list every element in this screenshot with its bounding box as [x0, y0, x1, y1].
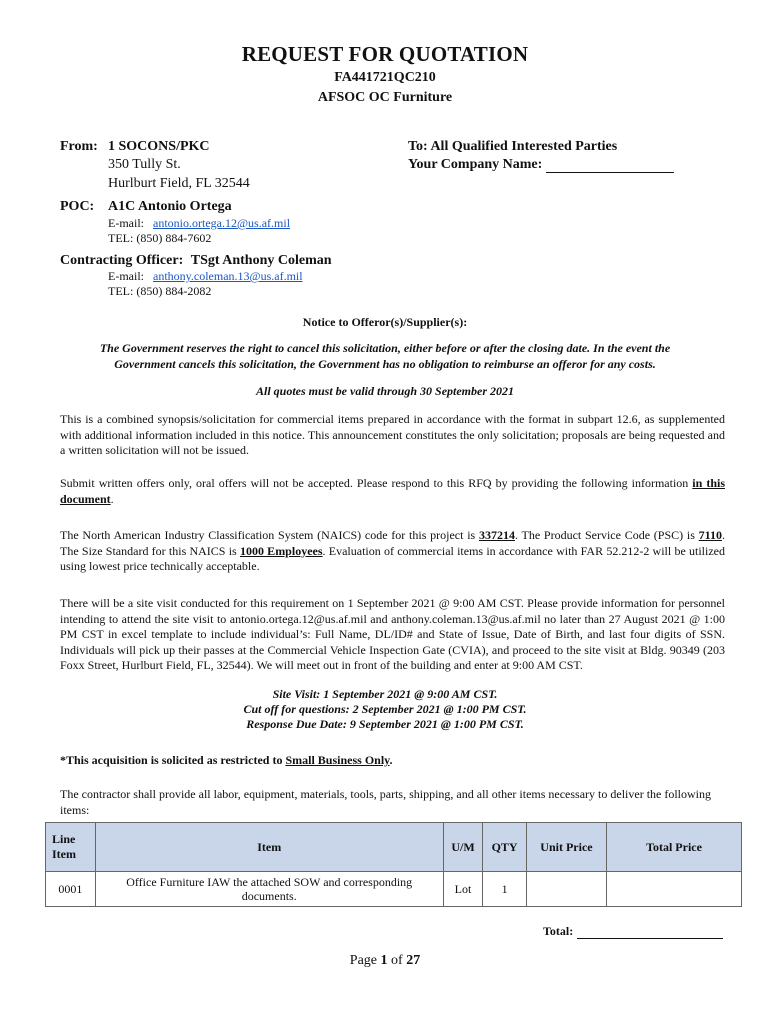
- cell-item: Office Furniture IAW the attached SOW and corresponding documents.: [95, 872, 443, 907]
- poc-label: POC:: [60, 199, 95, 214]
- naics-code: 337214: [478, 528, 515, 542]
- naics-text-d: . Evaluation of commercial items in accordance with FAR 52.212-2 will be utilized using lowest price technically acceptable.: [60, 543, 726, 573]
- co-email-link[interactable]: anthony.coleman.13@us.af.mil: [153, 269, 303, 283]
- from-city: Hurlburt Field, FL 32544: [108, 176, 250, 191]
- col-qty: QTY: [483, 823, 527, 872]
- submit-paragraph: [60, 476, 725, 507]
- items-table: [45, 822, 742, 907]
- restriction-end: .: [389, 753, 393, 767]
- quote-validity: All quotes must be valid through 30 September 2021: [255, 384, 515, 398]
- cell-um: Lot: [443, 872, 483, 907]
- page-footer: [0, 953, 770, 969]
- cell-qty: 1: [483, 872, 527, 907]
- cell-total-price[interactable]: [607, 872, 742, 907]
- site-visit-date: Site Visit: 1 September 2021 @ 9:00 AM CST.: [272, 687, 498, 701]
- total-label: Total:: [543, 924, 574, 938]
- poc-email-link[interactable]: antonio.ortega.12@us.af.mil: [153, 216, 291, 230]
- psc-code: 7110: [698, 528, 722, 542]
- submit-end: .: [110, 491, 114, 506]
- co-email-label: E-mail:: [108, 269, 144, 283]
- contractor-paragraph: The contractor shall provide all labor, equipment, materials, tools, parts, shipping, and all other items necessary to deliver the following items:: [60, 787, 712, 817]
- response-due-date: Response Due Date: 9 September 2021 @ 1:00 PM CST.: [246, 717, 524, 731]
- col-total-price: Total Price: [607, 823, 742, 872]
- col-um: U/M: [443, 823, 483, 872]
- cutoff-date: Cut off for questions: 2 September 2021 @ 1:00 PM CST.: [243, 702, 527, 716]
- co-name: TSgt Anthony Coleman: [190, 253, 332, 268]
- rfq-subject: AFSOC OC Furniture: [317, 90, 453, 105]
- naics-paragraph: [60, 528, 725, 575]
- from-label: From:: [60, 139, 98, 154]
- total-blank[interactable]: [577, 926, 723, 939]
- small-business-only: Small Business Only: [285, 753, 390, 767]
- co-tel: TEL: (850) 884-2082: [108, 284, 212, 298]
- rfq-number: FA441721QC210: [334, 70, 436, 85]
- submit-text: Submit written offers only, oral offers will not be accepted. Please respond to this RFQ by providing the following information: [60, 476, 693, 490]
- restriction-line: [60, 753, 393, 768]
- poc-tel: TEL: (850) 884-7602: [108, 231, 212, 245]
- col-line-item: Line Item: [46, 823, 96, 872]
- naics-text-b: . The Product Service Code (PSC) is: [514, 528, 699, 542]
- site-visit-paragraph: There will be a site visit conducted for this requirement on 1 September 2021 @ 9:00 AM CST. Please provide information for personnel intending to attend the site visit to antonio.ortega.12@us.af.mil and anthony.coleman.13@us.af.mil no later than 27 August 2021 @ 1:00 PM CST in excel template to include individual’s: Full Name, DL/ID# and State of Issue, Date of Birth, and last four digits of SSN. Individuals will pick up their passes at the Commercial Vehicle Inspection Gate (CVIA), and proceed to the site visit at Bldg. 90349 (203 Foxx Street, Hurlburt Field, FL, 32544). We will meet out in front of the building and enter at 9:00 AM CST.: [60, 596, 725, 672]
- table-row: [46, 872, 742, 907]
- to-line: To: All Qualified Interested Parties: [408, 139, 618, 154]
- notice-line-1: The Government reserves the right to cancel this solicitation, either before or after the closing date. In the event the: [99, 341, 671, 355]
- notice-line-2: Government cancels this solicitation, the Government has no obligation to reimburse an offeror for any costs.: [114, 357, 656, 371]
- cell-line-item: 0001: [46, 872, 96, 907]
- naics-text-c: . The Size Standard for this NAICS is: [60, 528, 725, 558]
- co-email-line: [108, 269, 303, 284]
- restriction-text: *This acquisition is solicited as restricted to: [60, 753, 283, 767]
- total-field: [543, 924, 723, 939]
- page-number: 1: [380, 953, 388, 968]
- poc-email-line: [108, 216, 290, 231]
- notice-heading: Notice to Offeror(s)/Supplier(s):: [302, 315, 468, 329]
- naics-text-a: The North American Industry Classification System (NAICS) code for this project is: [60, 528, 479, 542]
- from-street: 350 Tully St.: [108, 157, 181, 172]
- page-total: 27: [406, 953, 421, 968]
- poc-email-label: E-mail:: [108, 216, 144, 230]
- size-standard: 1000 Employees: [239, 543, 323, 558]
- in-this-document: in this document: [60, 476, 725, 506]
- col-unit-price: Unit Price: [526, 823, 606, 872]
- company-name-label: Your Company Name:: [408, 157, 543, 172]
- synopsis-paragraph: This is a combined synopsis/solicitation for commercial items prepared in accordance with the format in subpart 12.6, as supplemented with additional information included in this notice. This announcement constitutes the only solicitation; proposals are being requested and a written solicitation will not be issued.: [60, 412, 725, 457]
- co-label: Contracting Officer:: [60, 253, 184, 268]
- page-of: of: [387, 953, 407, 968]
- col-item: Item: [95, 823, 443, 872]
- from-org: 1 SOCONS/PKC: [108, 139, 210, 154]
- company-name-blank: [546, 158, 674, 173]
- table-header-row: [46, 823, 742, 872]
- co-line: [60, 253, 332, 269]
- poc-name: A1C Antonio Ortega: [108, 199, 232, 214]
- page-prefix: Page: [349, 953, 381, 968]
- page-title: REQUEST FOR QUOTATION: [241, 42, 529, 66]
- cell-unit-price[interactable]: [526, 872, 606, 907]
- company-name-field: [408, 157, 674, 173]
